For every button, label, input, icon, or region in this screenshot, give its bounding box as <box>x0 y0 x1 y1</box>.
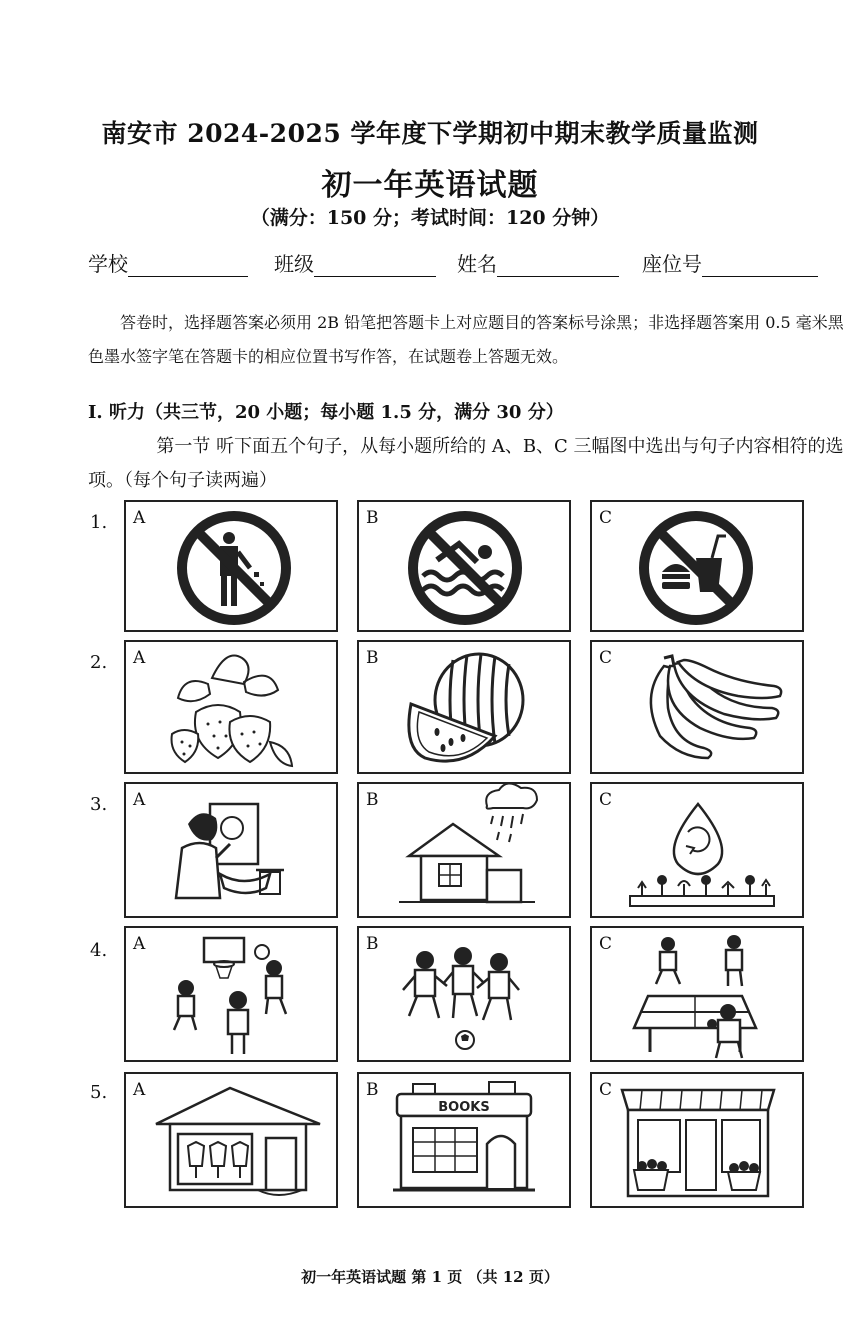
name-label: 姓名 <box>457 252 497 276</box>
question-number: 3. <box>90 794 108 815</box>
option-label: C <box>599 934 613 954</box>
question-number: 4. <box>90 940 108 961</box>
option-card-q2-a[interactable] <box>124 640 338 774</box>
option-label: A <box>133 790 146 810</box>
option-label: A <box>133 508 146 528</box>
girl-brushing-teeth-icon <box>126 784 336 916</box>
section-heading: I. 听力（共三节，20 小题；每小题 1.5 分，满分 30 分） <box>88 402 564 423</box>
water-drop-plants-icon <box>592 784 802 916</box>
school-blank[interactable] <box>128 256 248 277</box>
option-label: A <box>133 934 146 954</box>
option-label: A <box>133 648 146 668</box>
score-and-time: （满分：150 分；考试时间：120 分钟） <box>250 207 610 229</box>
bookstore-icon <box>359 1074 569 1206</box>
seat-field[interactable] <box>642 248 818 277</box>
option-card-q3-a[interactable] <box>124 782 338 918</box>
option-card-q1-a[interactable] <box>124 500 338 632</box>
clothes-shop-icon <box>126 1074 336 1206</box>
part-one-instruction: 第一节 听下面五个句子，从每小题所给的 A、B、C 三幅图中选出与句子内容相符的选项。（每个句子读两遍） <box>88 436 844 491</box>
class-field[interactable] <box>274 248 436 277</box>
bookstore-sign: BOOKS <box>438 1100 490 1115</box>
option-card-q3-c[interactable] <box>590 782 804 918</box>
option-label: B <box>366 1080 379 1100</box>
option-card-q5-a[interactable] <box>124 1072 338 1208</box>
option-card-q5-b[interactable] <box>357 1072 571 1208</box>
option-label: C <box>599 508 613 528</box>
option-label: C <box>599 790 613 810</box>
bananas-icon <box>592 642 802 772</box>
option-label: C <box>599 1080 613 1100</box>
kids-playing-table-tennis-icon <box>592 928 802 1060</box>
option-card-q4-b[interactable] <box>357 926 571 1062</box>
option-card-q4-c[interactable] <box>590 926 804 1062</box>
watermelon-icon <box>359 642 569 772</box>
strawberries-icon <box>126 642 336 772</box>
kids-playing-soccer-icon <box>359 928 569 1060</box>
no-littering-sign-icon <box>126 502 336 630</box>
option-card-q1-c[interactable] <box>590 500 804 632</box>
option-label: B <box>366 934 379 954</box>
house-collecting-rain-icon <box>359 784 569 916</box>
no-food-drink-sign-icon <box>592 502 802 630</box>
question-number: 2. <box>90 652 108 673</box>
exam-title: 南安市 2024-2025 学年度下学期初中期末教学质量监测 <box>101 119 759 148</box>
kids-playing-basketball-icon <box>126 928 336 1060</box>
option-card-q3-b[interactable] <box>357 782 571 918</box>
seat-blank[interactable] <box>702 256 818 277</box>
seat-label: 座位号 <box>642 252 702 276</box>
option-label: A <box>133 1080 146 1100</box>
no-swimming-sign-icon <box>359 502 569 630</box>
option-card-q1-b[interactable] <box>357 500 571 632</box>
question-number: 5. <box>90 1082 108 1103</box>
option-card-q5-c[interactable] <box>590 1072 804 1208</box>
question-number: 1. <box>90 512 108 533</box>
option-label: C <box>599 648 613 668</box>
name-blank[interactable] <box>497 256 619 277</box>
grocery-store-icon <box>592 1074 802 1206</box>
school-label: 学校 <box>88 252 128 276</box>
school-field[interactable] <box>88 248 248 277</box>
option-card-q2-c[interactable] <box>590 640 804 774</box>
option-label: B <box>366 790 379 810</box>
exam-subject-title: 初一年英语试题 <box>321 168 539 203</box>
option-card-q2-b[interactable] <box>357 640 571 774</box>
class-blank[interactable] <box>314 256 436 277</box>
option-label: B <box>366 648 379 668</box>
class-label: 班级 <box>274 252 314 276</box>
option-card-q4-a[interactable] <box>124 926 338 1062</box>
option-label: B <box>366 508 379 528</box>
answer-instructions: 答卷时，选择题答案必须用 2B 铅笔把答题卡上对应题目的答案标号涂黑；非选择题答案用 0.5 毫米黑色墨水签字笔在答题卡的相应位置书写作答，在试题卷上答题无效。 <box>88 313 844 366</box>
page-footer: 初一年英语试题 第 1 页 （共 12 页） <box>301 1268 559 1286</box>
name-field[interactable] <box>457 248 619 277</box>
